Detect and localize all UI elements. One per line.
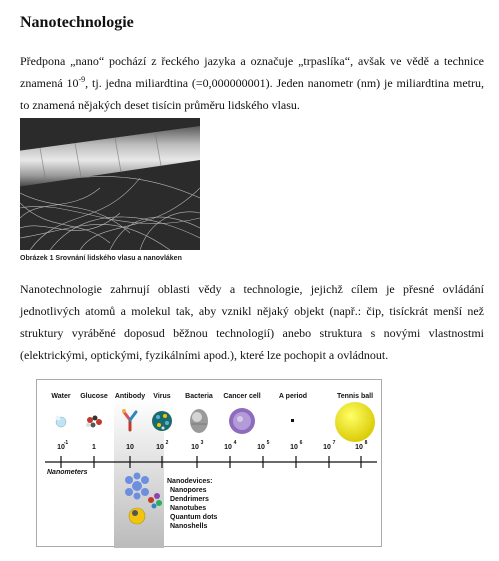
item-label-glucose: Glucose xyxy=(80,393,108,400)
second-paragraph: Nanotechnologie zahrnují oblasti vědy a technologie, jejichž cílem je přesné ovládání jednotlivých atomů a molekul tak, aby vznikl nějaký objekt (např.: čip, tisíckrát menší než struktury vyráběné doposud běžnou technologií) anebo struktura s novými vlastnostmi (elektrickými, optickými, fyzikálními apod.), které lze pochopit a ovládnout. xyxy=(20,282,484,362)
figure-caption: Obrázek 1 Srovnání lidského vlasu a nanovláken xyxy=(20,255,182,262)
tick-label-5: 10 xyxy=(224,444,232,451)
item-label-water: Water xyxy=(51,393,71,400)
cancer-cell-icon xyxy=(229,408,255,434)
tick-exponent-4: 3 xyxy=(200,440,204,446)
tick-label-7: 10 xyxy=(290,444,298,451)
water-molecule-icon xyxy=(56,416,67,428)
nanoscale-diagram xyxy=(36,379,382,547)
tick-label-1: 1 xyxy=(92,444,96,451)
axis-label: Nanometers xyxy=(47,469,88,476)
nanodevice-item: Nanotubes xyxy=(170,505,207,512)
nanodevice-item: Dendrimers xyxy=(170,496,209,503)
intro-paragraph xyxy=(20,50,484,116)
nanodevices-title: Nanodevices: xyxy=(167,478,213,485)
tick-label-8: 10 xyxy=(323,444,331,451)
item-label-bacteria: Bacteria xyxy=(185,393,213,400)
nanoshell-icon xyxy=(129,508,145,524)
item-label-virus: Virus xyxy=(153,393,171,400)
tick-exponent-5: 4 xyxy=(233,440,237,446)
tick-label-9: 10 xyxy=(355,444,363,451)
intro-text-part1: Předpona „nano“ pochází z řeckého jazyka a označuje „trpaslíka“, avšak ve vědě a technice znamená 10 xyxy=(20,54,484,90)
nanodevice-item: Nanopores xyxy=(170,487,207,494)
tick-exponent-9: 8 xyxy=(364,440,368,446)
scale-axis xyxy=(45,456,377,468)
nanodevice-item: Nanoshells xyxy=(170,523,208,530)
tick-label-0: 10 xyxy=(57,444,65,451)
tennis-ball-icon xyxy=(335,402,375,442)
page-title: Nanotechnologie xyxy=(20,14,134,31)
intro-text-part2: , tj. jedna miliardtina (=0,000000001). Jeden nanometr (nm) je miliardtina metru, to znamená nějakých deset tisícin průměru lidského vlasu. xyxy=(20,76,485,112)
tick-exponent-7: 6 xyxy=(299,440,303,446)
tick-exponent-0: -1 xyxy=(63,440,69,446)
item-label-period: A period xyxy=(278,393,308,400)
tick-label-6: 10 xyxy=(257,444,265,451)
item-label-antibody: Antibody xyxy=(114,393,146,400)
tick-label-3: 10 xyxy=(156,444,164,451)
virus-icon xyxy=(152,411,172,431)
tick-exponent-6: 5 xyxy=(266,440,270,446)
glucose-molecule-icon xyxy=(86,416,102,428)
hair-nanofiber-photo xyxy=(20,118,200,250)
item-label-tennis-ball: Tennis ball xyxy=(336,393,374,400)
tick-label-4: 10 xyxy=(191,444,199,451)
period-dot-icon xyxy=(291,419,294,422)
bacteria-icon xyxy=(190,409,208,433)
tick-exponent-3: 2 xyxy=(165,440,169,446)
tick-exponent-8: 7 xyxy=(332,440,336,446)
tick-label-2: 10 xyxy=(126,444,134,451)
item-label-cancer-cell: Cancer cell xyxy=(223,393,261,400)
nanodevice-item: Quantum dots xyxy=(170,514,218,521)
exponent-superscript: -9 xyxy=(78,75,86,84)
